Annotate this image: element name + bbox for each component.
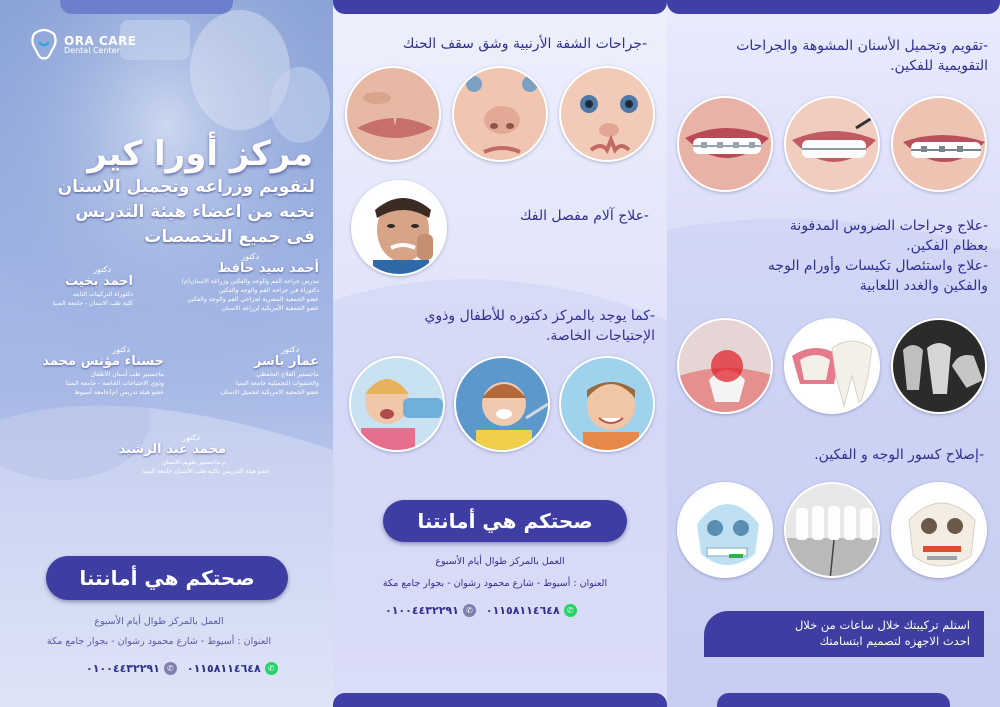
braces-photo-3 (891, 96, 987, 192)
phone-number: ٠١٠٠٤٤٣٢٢٩١ (86, 662, 160, 675)
facial-fracture-text: -إصلاح كسور الوجه و الفكين. (814, 447, 984, 463)
left-panel (0, 0, 333, 707)
phone-icon: ✆ (463, 604, 476, 617)
center-name: مركز أورا كير (87, 134, 313, 174)
doctor-name: محمد عبد الرشيد (118, 442, 226, 457)
doctor-name: احمد بخيت (65, 274, 133, 289)
ortho-text-line-1: -تقويم وتجميل الأسنان المشوهة والجراحات (736, 38, 988, 54)
doctor-card-ahmed-sayed (139, 252, 319, 313)
whatsapp-number: ٠١١٥٨١١٤٦٤٨ (485, 604, 560, 617)
working-hours: العمل بالمركز طوال أيام الأسبوع (94, 616, 224, 627)
address: العنوان : أسيوط - شارع محمود رشوان - بجوار جامع مكة (46, 636, 272, 647)
contact-phones (86, 662, 278, 675)
doctor-card-ammar-yasser (169, 345, 319, 397)
impacted-tooth-model-photo (784, 318, 880, 414)
whatsapp-contact[interactable] (486, 604, 577, 617)
doctor-credential: وذوي الاحتياجات الخاصة - جامعة المنيا (65, 380, 164, 387)
whatsapp-icon: ✆ (564, 604, 577, 617)
impacted-text-line-4: والفكين والغدد اللعابية (859, 278, 988, 294)
bottom-decor-bar (333, 693, 667, 707)
center-line-2: نخبه من اعضاء هيئة التدريس (75, 202, 315, 222)
tmj-treatment-text: -علاج آلام مفصل الفك (519, 208, 649, 224)
address: العنوان : أسيوط - شارع محمود رشوان - بجوار جامع مكة (382, 578, 608, 589)
teeth-x-section-photo (784, 482, 880, 578)
doctor-credential: ماجستير طب أسنان الأطفال (90, 371, 164, 378)
braces-photo-1 (677, 96, 773, 192)
braces-photo-2 (784, 96, 880, 192)
slogan-banner: صحتكم هي أمانتنا (46, 556, 288, 600)
doctor-credential: دكتوراة في جراحة الفم والوجه والفكين (218, 287, 319, 294)
whatsapp-icon: ✆ (265, 662, 278, 675)
doctor-credential: عضو الجمعية الأمريكية لزراعة الاسنان (221, 305, 319, 312)
doctor-credential: دكتوراة التركيبات الثابته (72, 291, 133, 298)
kid-smiling-photo-boy (559, 356, 655, 452)
kid-dental-photo-girl (349, 356, 445, 452)
fast-dentures-promo (704, 611, 984, 657)
doctor-name: أحمد سيد حافظ (217, 261, 319, 276)
doctor-credential: م.ماجستير تقويم الاسنان (161, 459, 226, 466)
orthodontics-text (674, 36, 988, 76)
doctor-credential: عضو هيئة التدريس بكلية طب الأسنان جامعة المنيا (142, 468, 270, 475)
skull-model-photo-1 (677, 482, 773, 578)
kids-text-line-1: -كما يوجد بالمركز دكتوره للأطفال وذوي (424, 308, 655, 324)
impacted-teeth-text (672, 216, 988, 296)
center-description (5, 175, 315, 250)
doctor-credential: عضو الجمعية الامريكية لتجميل الاسنان (220, 389, 319, 396)
promo-line-2: احدث الاجهزه لتصميم ابتسامتك (819, 634, 970, 648)
doctor-name: حسناء مؤنس محمد (42, 354, 164, 369)
doctor-title: دكتور (93, 265, 111, 274)
phone-number: ٠١٠٠٤٤٣٢٢٩١ (385, 604, 459, 617)
doctor-credential: كلية طب الاسنان - جامعة المنيا (52, 300, 133, 307)
brand-name: ORA CARE (64, 33, 137, 48)
phone-contact[interactable] (86, 662, 177, 675)
phone-icon: ✆ (164, 662, 177, 675)
whatsapp-contact[interactable] (187, 662, 278, 675)
top-decor-bar (60, 0, 233, 14)
doctor-title: دكتور (281, 345, 299, 354)
brand-logo (30, 28, 136, 62)
impacted-text-line-1: -علاج وجراحات الضروس المدفونة (789, 218, 988, 234)
dental-xray-photo (891, 318, 987, 414)
doctor-credential: عضو هيئة تدريس (م)جامعة أسيوط (74, 389, 164, 396)
right-panel (667, 0, 1000, 707)
phone-contact[interactable] (385, 604, 476, 617)
doctor-credential: مدرس جراحة الفم والوجه والفكين وزراعة الاسنان(م) (181, 278, 319, 285)
ortho-text-line-2: التقويمية للفكين. (890, 58, 988, 74)
doctor-card-mohamed-abdelrasheed (60, 433, 270, 476)
slogan-banner: صحتكم هي أمانتنا (383, 500, 627, 542)
bottom-decor-bar (717, 693, 950, 707)
doctor-card-ahmed-bakhit (8, 265, 133, 308)
contact-phones (385, 604, 577, 617)
cleft-lip-photo-child (452, 66, 548, 162)
doctor-name: عمار ياسر (253, 354, 319, 369)
working-hours: العمل بالمركز طوال أيام الأسبوع (435, 556, 565, 567)
brand-subtitle: Dental Center (64, 46, 120, 56)
doctor-title: دكتور (182, 433, 200, 442)
doctor-credential: ماجستير العلاج التحفظي (256, 371, 319, 378)
impacted-text-line-2: بعظام الفكين. (906, 238, 988, 254)
cleft-lip-photo-adult (345, 66, 441, 162)
promo-line-1: استلم تركيبتك خلال ساعات من خلال (794, 618, 970, 632)
whatsapp-number: ٠١١٥٨١١٤٦٤٨ (186, 662, 261, 675)
doctor-card-hasnaa-mounes (14, 345, 164, 397)
jaw-pain-photo (351, 180, 447, 276)
doctor-credential: عضو الجمعية المصرية لجراحي الفم والوجه والفكين (187, 296, 319, 303)
center-line-1: لتقويم وزراعه وتجميل الاسنان (57, 177, 315, 197)
cleft-lip-photo-baby (559, 66, 655, 162)
tooth-logo-icon (30, 28, 58, 62)
doctor-title: دكتور (241, 252, 259, 261)
skull-model-photo-2 (891, 482, 987, 578)
doctor-credential: والحشوات التجميلية جامعة المنيا (235, 380, 319, 387)
cleft-surgery-text: -جراحات الشفة الأرنبية وشق سقف الحنك (402, 36, 647, 52)
kids-text-line-2: الإحتياجات الخاصة. (545, 328, 655, 344)
kid-dental-photo-checkup (454, 356, 550, 452)
doctor-title: دكتور (112, 345, 130, 354)
impacted-text-line-3: -علاج واستئصال تكيسات وأورام الوجه (767, 258, 988, 274)
center-line-3: فى جميع التخصصات (144, 227, 315, 247)
kids-special-needs-text (345, 306, 655, 346)
tooth-infection-photo (677, 318, 773, 414)
middle-panel (333, 0, 667, 707)
